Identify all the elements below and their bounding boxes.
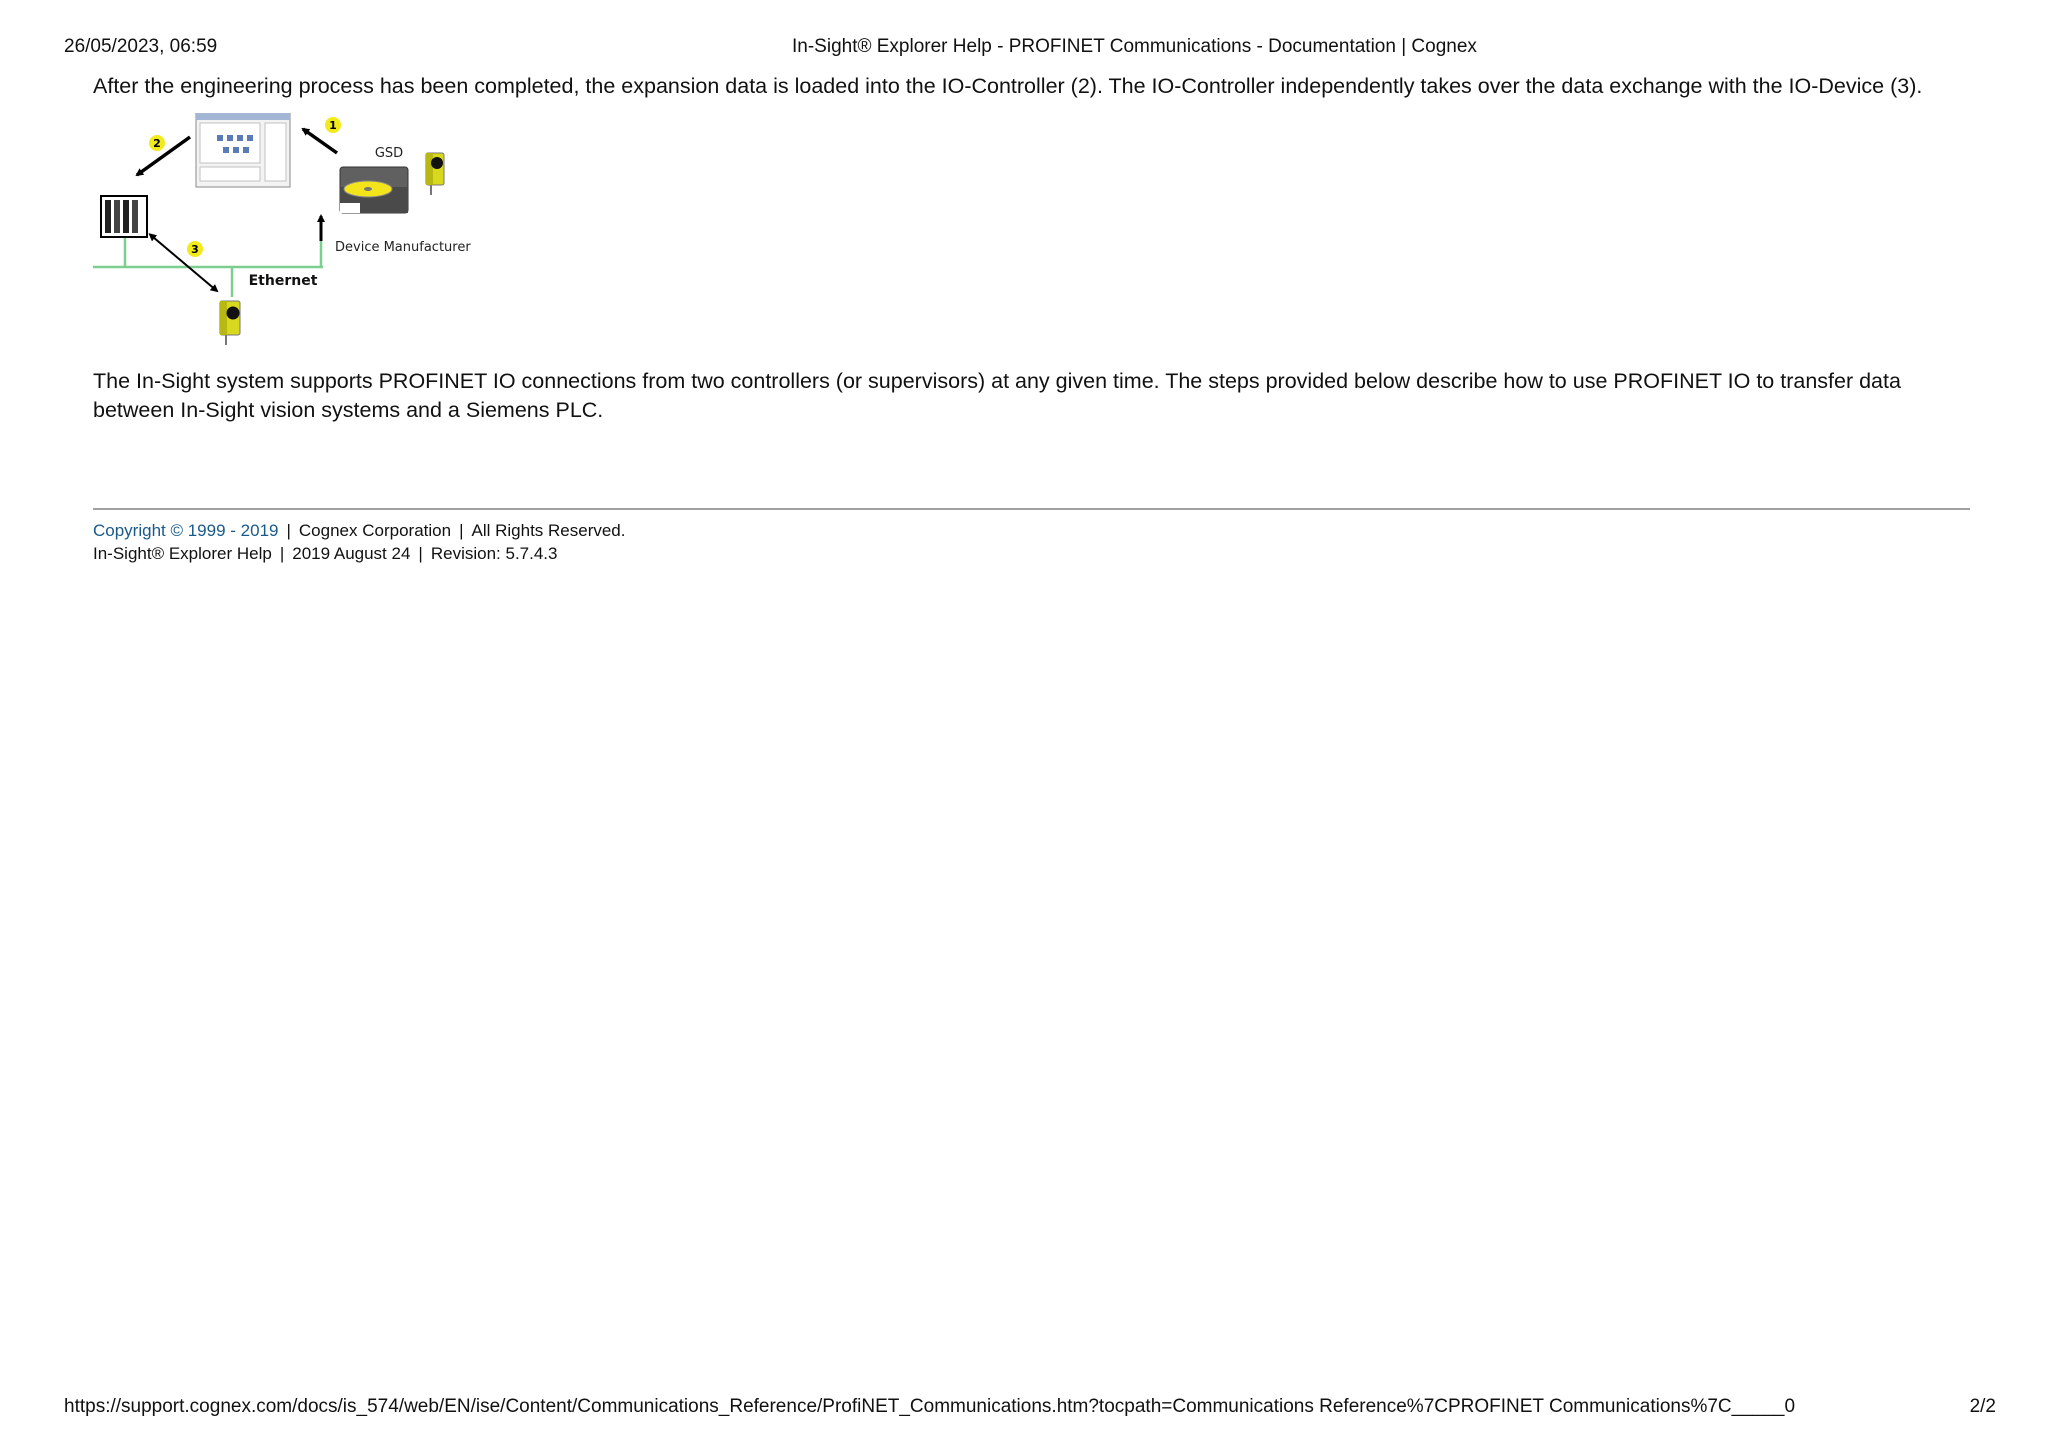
- gsd-disk-icon: [340, 167, 408, 213]
- footer-separator: |: [418, 544, 423, 563]
- print-footer-url: https://support.cognex.com/docs/is_574/web/EN/ise/Content/Communications_Reference/ProfiNET_Communications.htm?tocpath=Communications Reference%7CPROFINET Communications%7C_____0: [64, 1396, 1796, 1417]
- footer-revision: Revision: 5.7.4.3: [430, 544, 558, 563]
- page-footer: [93, 508, 1970, 565]
- print-footer-page-number: 2/2: [1969, 1396, 1996, 1417]
- arrow-controller-to-device-icon: [153, 237, 217, 291]
- svg-text:1: 1: [329, 119, 337, 132]
- copyright-link[interactable]: Copyright © 1999 - 2019: [93, 521, 279, 540]
- label-device-manufacturer: Device Manufacturer: [335, 240, 471, 255]
- label-gsd: GSD: [374, 146, 404, 161]
- label-ethernet: Ethernet: [248, 273, 318, 289]
- footer-divider: [93, 508, 1970, 510]
- footer-separator: |: [286, 521, 291, 540]
- io-controller-icon: [101, 196, 147, 237]
- main-content: [93, 72, 1973, 425]
- footer-separator: |: [459, 521, 464, 540]
- engineering-software-icon: [196, 113, 290, 187]
- paragraph-engineering: After the engineering process has been completed, the expansion data is loaded into the IO-Controller (2). The IO-Controller independently takes over the data exchange with the IO-Device (3).: [93, 74, 1923, 98]
- svg-text:2: 2: [153, 137, 161, 150]
- footer-date: 2019 August 24: [292, 544, 411, 563]
- camera-manufacturer-icon: [426, 153, 444, 195]
- footer-rights: All Rights Reserved.: [471, 521, 626, 540]
- footer-product-line: [93, 542, 1970, 565]
- paragraph-profinet-support: The In-Sight system supports PROFINET IO connections from two controllers (or supervisors) at any given time. The steps provided below describe how to use PROFINET IO to transfer data between In-Sight vision systems and a Siemens PLC.: [93, 369, 1901, 422]
- footer-separator: |: [279, 544, 285, 563]
- print-header-date: 26/05/2023, 06:59: [64, 36, 218, 57]
- footer-company: Cognex Corporation: [298, 521, 452, 540]
- print-header-title: In-Sight® Explorer Help - PROFINET Communications - Documentation | Cognex: [792, 36, 1477, 57]
- profinet-diagram: [93, 113, 573, 353]
- badge-3-icon: [187, 241, 203, 257]
- badge-2-icon: [149, 135, 165, 151]
- io-device-camera-icon: [220, 301, 240, 345]
- footer-product: In-Sight® Explorer Help: [93, 544, 272, 563]
- footer-copyright-line: [93, 519, 1970, 542]
- badge-1-icon: [325, 117, 341, 133]
- svg-text:3: 3: [191, 243, 199, 256]
